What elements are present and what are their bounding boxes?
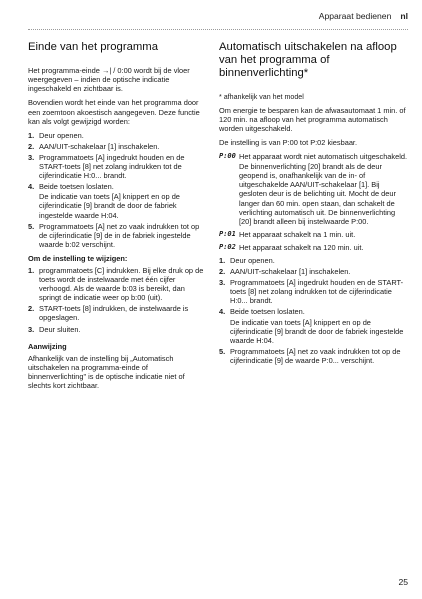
left-column [28, 41, 205, 395]
left-title: Einde van het programma [28, 41, 158, 53]
header-language: nl [400, 11, 408, 21]
list-item: 3. Programmatoets [A] ingedrukt houden en de START-toets [8] net zolang indrukken tot de cijferindicatie H:0... brandt. [219, 278, 404, 306]
model-footnote: * afhankelijk van het model [219, 92, 304, 101]
setting-p00: P:00 Het apparaat wordt niet automatisch uitgeschakeld. De binnenverlichting [20] brandt als de deur geopend is, onafhankelijk van de in- of uitgeschakelde AAN/UIT-schakelaar [1]. Bij gesloten deur is de belichting uit. Mocht de deur langer dan 60 min. open staan, dan schakelt de verlichting automatisch uit. De binnenverlichting [20] brandt alleen bij instelwaarde P:00. [219, 152, 408, 226]
setting-p02: P:02 Het apparaat schakelt na 120 min. uit. [219, 242, 364, 252]
note-title: Aanwijzing [28, 341, 67, 351]
right-intro-2: De instelling is van P:00 tot P:02 kiesbaar. [219, 137, 358, 147]
setting-p01: P:01 Het apparaat schakelt na 1 min. uit. [219, 229, 356, 239]
list-item: 5. Programmatoets [A] net zo vaak indrukken tot op de cijferindicatie [9] de in de fabriek ingestelde waarde b:02 verschijnt. [28, 221, 200, 249]
page-number: 25 [398, 577, 408, 587]
right-title: Automatisch uitschakelen na afloop van het programma of binnenverlichting* [219, 41, 397, 80]
list-item: 2. START-toets [8] indrukken, de instelwaarde is opgeslagen. [28, 304, 189, 323]
left-intro-2: Bovendien wordt het einde van het programma door een zoemtoon akoestisch aangegeven. Deze functie kan als volgt gewijzigd worden: [28, 98, 200, 126]
list-item: 4. Beide toetsen loslaten. De indicatie van toets [A] knippert en op de cijferindicatie [9] brandt de door de fabriek ingestelde waarde H:04. [219, 307, 404, 345]
list-item: 1. Deur openen. [28, 130, 84, 140]
list-item: 1. Deur openen. [219, 256, 275, 266]
left-steps [28, 131, 205, 249]
note-text: Afhankelijk van de instelling bij „Automatisch uitschakelen na programma-einde of binnenverlichting" is de optische indicatie niet of slechts kort zichtbaar. [28, 353, 185, 391]
list-item: 3. Programmatoets [A] ingedrukt houden en de START-toets [8] net zolang indrukken tot de cijferindicatie H:0... brandt. [28, 152, 185, 181]
list-item: 2. AAN/UIT-schakelaar [1] inschakelen. [219, 267, 351, 277]
left-subheading: Om de instelling te wijzigen: [28, 253, 128, 263]
right-intro-1: Om energie te besparen kan de afwasautomaat 1 min. of 120 min. na afloop van het programma automatisch worden uitgeschakeld. [219, 105, 406, 133]
list-item: 4. Beide toetsen loslaten. De indicatie van toets [A] knippert en op de cijferindicatie [9] brandt de door de fabriek ingestelde waarde H:04. [28, 182, 180, 220]
list-item: 2. AAN/UIT-schakelaar [1] inschakelen. [28, 141, 160, 151]
header-divider [28, 29, 408, 30]
left-steps-change [28, 266, 205, 334]
header-section: Apparaat bedienen [318, 11, 392, 21]
right-column [219, 41, 408, 369]
list-item: 5. Programmatoets [A] net zo vaak indrukken tot op de cijferindicatie [9] de waarde P:0... verschijnt. [219, 346, 401, 365]
page-header [319, 11, 408, 21]
list-item: 3. Deur sluiten. [28, 324, 81, 334]
list-item: 1. programmatoets [C] indrukken. Bij elke druk op de toets wordt de instelwaarde met één cijfer verhoogd. Als de waarde b:03 is bereikt, dan springt de indicatie weer op b:00 (uit). [28, 265, 204, 303]
left-intro-1: Het programma-einde →| / 0:00 wordt bij de vloer weergegeven – indien de optische indicatie ingeschakeld en zichtbaar is. [28, 66, 190, 94]
right-steps [219, 256, 408, 365]
